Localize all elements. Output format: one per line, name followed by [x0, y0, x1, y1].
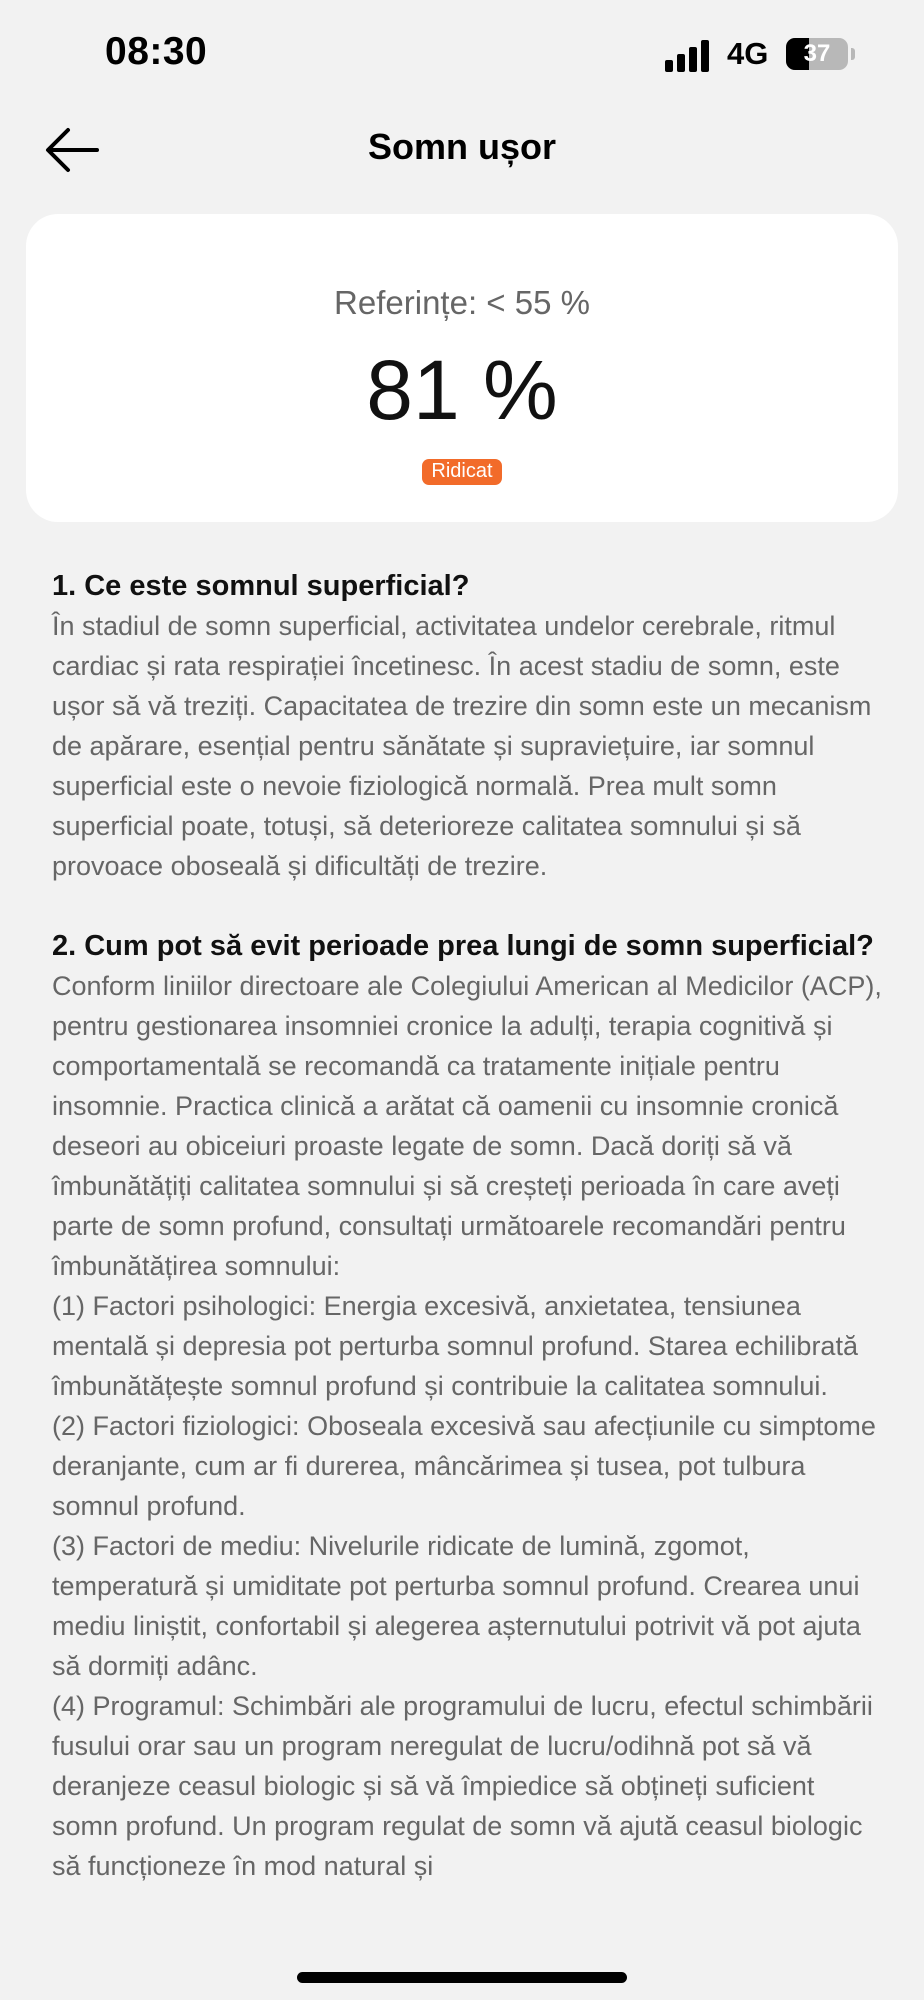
network-type: 4G: [727, 36, 769, 71]
status-bar: [0, 0, 924, 110]
battery-icon: [786, 38, 848, 70]
info-content: [52, 566, 882, 1886]
home-indicator[interactable]: [297, 1972, 627, 1983]
status-badge: Ridicat: [422, 459, 501, 485]
page-title: Somn ușor: [367, 126, 556, 167]
battery-level: 37: [803, 40, 831, 67]
summary-card: [26, 214, 898, 522]
section-paragraph: (2) Factori fiziologici: Oboseala excesivă sau afecțiunile cu simptome deranjante, cum ar fi durerea, mâncărimea și tusea, pot tulbura somnul profund.: [52, 1411, 876, 1521]
light-sleep-percentage: 81 %: [366, 343, 558, 437]
section-paragraph: (4) Programul: Schimbări ale programului de lucru, efectul schimbării fusului orar sau un program neregulat de lucru/odihnă pot să vă deranjeze ceasul biologic și să vă împiedice să obțineți suficient somn profund. Un program regulat de somn vă ajută ceasul biologic să funcționeze în mod natural și: [52, 1691, 873, 1881]
section-paragraph: (3) Factori de mediu: Nivelurile ridicate de lumină, zgomot, temperatură și umiditate pot perturba somnul profund. Crearea unui mediu liniștit, confortabil și alegerea așternutului potrivit vă pot ajuta să dormiți adânc.: [52, 1531, 861, 1681]
status-time: 08:30: [105, 30, 208, 73]
reference-range: Referințe: < 55 %: [334, 284, 590, 321]
section-heading: 2. Cum pot să evit perioade prea lungi de somn superficial?: [52, 930, 874, 962]
section-heading: 1. Ce este somnul superficial?: [52, 570, 470, 602]
navigation-bar: [0, 110, 924, 190]
section-paragraph: Conform liniilor directoare ale Colegiului American al Medicilor (ACP), pentru gestionarea insomniei cronice la adulți, terapia cognitivă și comportamentală se recomandă ca tratamente inițiale pentru insomnie. Practica clinică a arătat că oamenii cu insomnie cronică deseori au obiceiuri proaste legate de somn. Dacă doriți să vă îmbunătățiți calitatea somnului și să creșteți perioada în care aveți parte de somn profund, consultați următoarele recomandări pentru îmbunătățirea somnului:: [52, 971, 882, 1281]
signal-icon: [665, 38, 715, 72]
section-paragraph: (1) Factori psihologici: Energia excesivă, anxietatea, tensiunea mentală și depresia pot perturba somnul profund. Starea echilibrată îmbunătățește somnul profund și contribuie la calitatea somnului.: [52, 1291, 858, 1401]
battery-tip: [851, 48, 855, 60]
section-paragraph: În stadiul de somn superficial, activitatea undelor cerebrale, ritmul cardiac și rata respirației încetinesc. În acest stadiu de somn, este ușor să vă treziți. Capacitatea de trezire din somn este un mecanism de apărare, esențial pentru sănătate și supraviețuire, iar somnul superficial este o nevoie fiziologică normală. Prea mult somn superficial poate, totuși, să deterioreze calitatea somnului și să provoace oboseală și dificultăți de trezire.: [52, 611, 872, 881]
